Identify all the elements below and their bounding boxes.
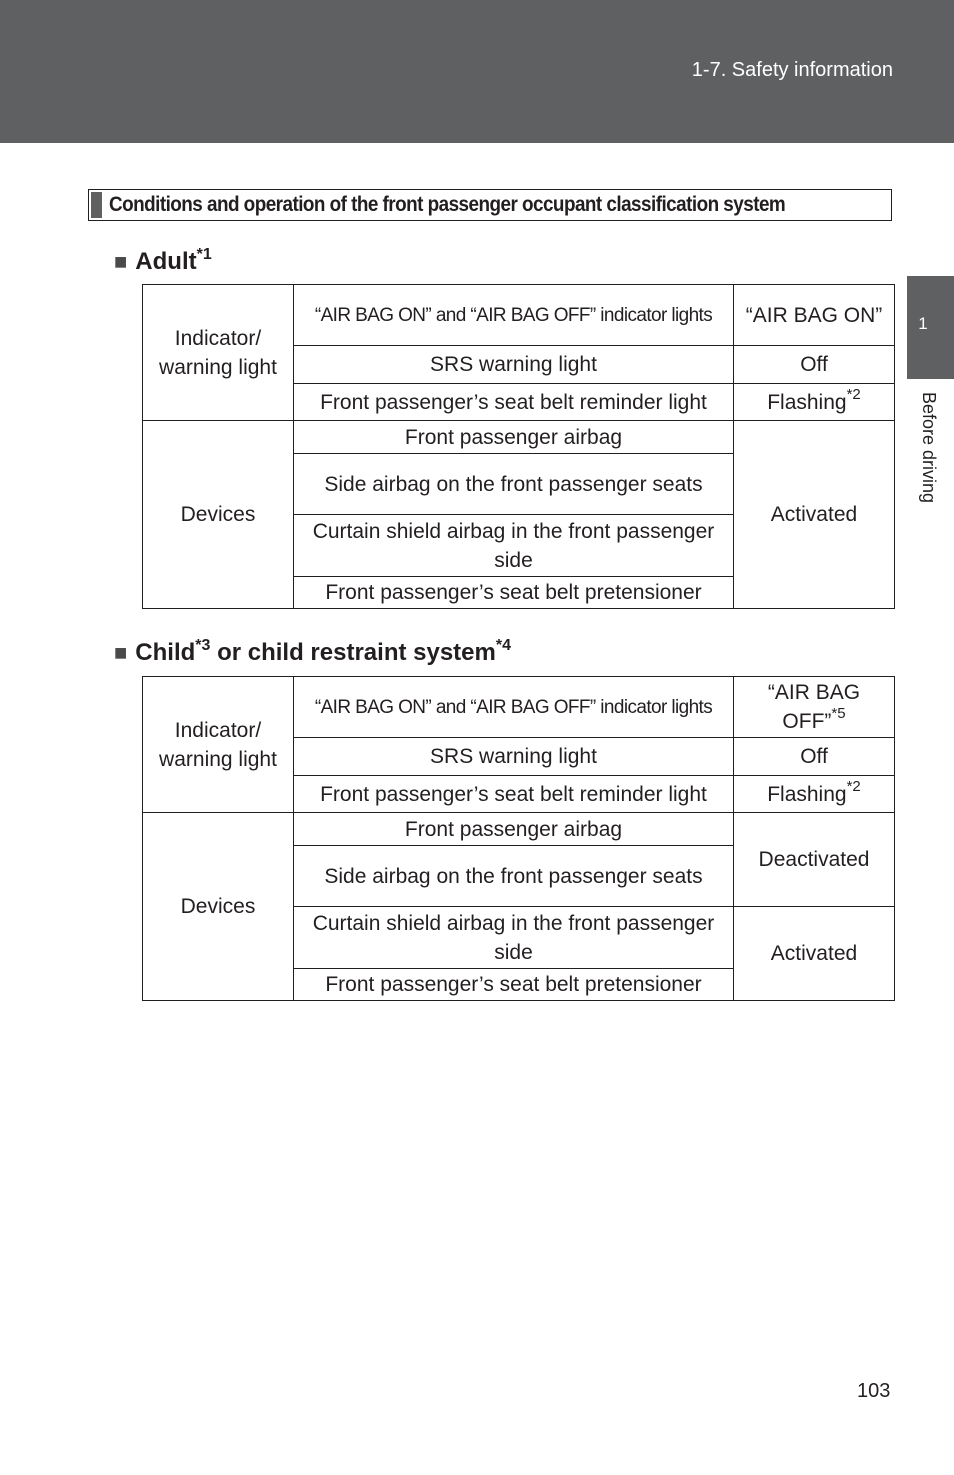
status-cell: “AIR BAG ON” xyxy=(734,285,895,346)
item-cell: Front passenger’s seat belt reminder light xyxy=(294,776,734,813)
child-heading-note-2: *4 xyxy=(495,637,511,654)
devices-label-cell: Devices xyxy=(143,421,294,609)
child-heading-text: Child xyxy=(135,639,196,666)
status-cell: Off xyxy=(734,738,895,776)
child-heading-note: *3 xyxy=(195,637,211,654)
status-note: *2 xyxy=(846,385,861,403)
header-title: 1-7. Safety information xyxy=(691,59,893,81)
device-cell: Front passenger’s seat belt pretensioner xyxy=(294,969,734,1001)
table-row xyxy=(143,421,895,454)
device-cell: Side airbag on the front passenger seats xyxy=(294,846,734,907)
child-heading xyxy=(114,638,511,668)
device-cell: Side airbag on the front passenger seats xyxy=(294,454,734,515)
status-cell: Off xyxy=(734,346,895,384)
chapter-label: Before driving xyxy=(919,392,939,504)
adult-heading-text: Adult xyxy=(135,248,197,275)
child-table xyxy=(142,676,895,1001)
devices-status-cell: Deactivated xyxy=(734,813,895,907)
status-note: *5 xyxy=(831,705,846,722)
devices-status-cell: Activated xyxy=(734,907,895,1001)
status-text: “AIR BAG OFF” xyxy=(767,681,861,733)
status-text: Flashing xyxy=(767,390,847,414)
device-cell: Curtain shield airbag in the front passenger side xyxy=(294,907,734,969)
adult-heading xyxy=(114,247,212,277)
indicator-label-cell: Indicator/ warning light xyxy=(143,677,294,813)
table-row xyxy=(143,813,895,846)
item-cell: “AIR BAG ON” and “AIR BAG OFF” indicator lights xyxy=(294,677,734,738)
status-cell xyxy=(734,776,895,813)
indicator-label-cell: Indicator/ warning light xyxy=(143,285,294,421)
device-cell: Front passenger airbag xyxy=(294,421,734,454)
section-title: Conditions and operation of the front passenger occupant classification system xyxy=(109,193,786,216)
item-cell: Front passenger’s seat belt reminder light xyxy=(294,384,734,421)
chapter-number: 1 xyxy=(918,314,928,333)
devices-label-cell: Devices xyxy=(143,813,294,1001)
adult-heading-note: *1 xyxy=(196,246,212,263)
chapter-tab xyxy=(907,276,954,379)
status-text: Flashing xyxy=(767,782,847,806)
item-cell: SRS warning light xyxy=(294,738,734,776)
square-bullet-icon: ■ xyxy=(114,640,128,665)
child-heading-text-cont: or child restraint system xyxy=(210,639,496,666)
page-number: 103 xyxy=(857,1380,891,1402)
status-note: *2 xyxy=(846,777,861,795)
table-row xyxy=(143,677,895,738)
devices-status-cell: Activated xyxy=(734,421,895,609)
device-cell: Curtain shield airbag in the front passenger side xyxy=(294,515,734,577)
device-cell: Front passenger’s seat belt pretensioner xyxy=(294,577,734,609)
adult-table xyxy=(142,284,895,609)
section-marker xyxy=(91,192,102,218)
item-cell: SRS warning light xyxy=(294,346,734,384)
status-cell xyxy=(734,384,895,421)
section-heading-box xyxy=(88,189,892,221)
device-cell: Front passenger airbag xyxy=(294,813,734,846)
header-band xyxy=(0,0,954,143)
status-cell xyxy=(734,677,895,738)
table-row xyxy=(143,285,895,346)
square-bullet-icon: ■ xyxy=(114,249,128,274)
item-cell: “AIR BAG ON” and “AIR BAG OFF” indicator lights xyxy=(294,285,734,346)
